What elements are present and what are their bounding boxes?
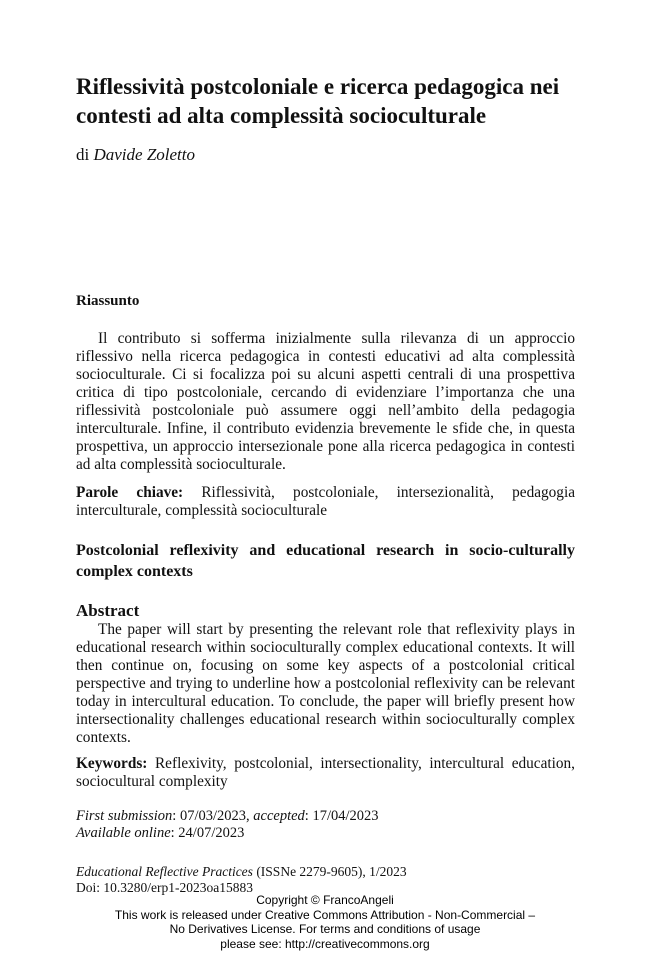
journal-issn: (ISSNe 2279-9605), 1/2023 — [252, 864, 407, 879]
journal-doi: Doi: 10.3280/erp1-2023oa15883 — [76, 880, 253, 895]
keywords-it-label: Parole chiave: — [76, 484, 184, 501]
journal-name: Educational Reflective Practices — [76, 864, 253, 879]
copyright-line: Copyright © FrancoAngeli — [256, 893, 394, 907]
author-byline — [76, 144, 195, 166]
accepted-date: : 17/04/2023 — [304, 808, 379, 824]
keywords-en-list: Reflexivity, postcolonial, intersectionality, intercultural education, sociocultural complexity — [76, 755, 575, 790]
journal-info — [76, 864, 575, 896]
first-submission-label: First submission — [76, 808, 173, 824]
abstract-heading: Abstract — [76, 601, 140, 620]
abstract-body: The paper will start by presenting the relevant role that reflexivity plays in educational research within socioculturally complex educational contexts. It will then continue on, focusing on some key aspects of a postcolonial critical perspective and trying to underline how a postcolonial reflexivity can be relevant today in intercultural education. To conclude, the paper will briefly present how intersectionality challenges educational research within socioculturally complex contexts. — [76, 621, 575, 746]
submission-dates — [76, 808, 575, 842]
keywords-en — [76, 755, 575, 791]
license-line-3: No Derivatives License. For terms and conditions of usage — [169, 922, 481, 936]
article-title: Riflessività postcoloniale e ricerca pedagogica nei contesti ad alta complessità socioculturale — [76, 74, 560, 128]
riassunto-body: Il contributo si sofferma inizialmente sulla rilevanza di un approccio riflessivo nella ricerca pedagogica in contesti educativi ad alta complessità socioculturale. Ci si focalizza poi su alcuni aspetti centrali di una prospettiva critica di tipo postcoloniale, cercando di evidenziare l’importanza che una riflessività postcoloniale può assumere oggi nell’ambito della pedagogia interculturale. Infine, il contributo evidenzia brevemente le sfide che, in questa prospettiva, un approccio intersezionale pone alla ricerca pedagogica in contesti ad alta complessità socioculturale. — [76, 330, 575, 473]
keywords-it-list: Riflessività, postcoloniale, intersezionalità, pedagogia interculturale, complessità socioculturale — [76, 484, 575, 519]
available-online-label: Available online — [76, 825, 171, 841]
accepted-label: accepted — [253, 808, 305, 824]
keywords-it — [76, 484, 575, 520]
license-line-4: please see: http://creativecommons.org — [220, 936, 430, 951]
keywords-en-label: Keywords: — [76, 755, 148, 772]
first-submission-date: : 07/03/2023, — [172, 808, 254, 824]
license-line-2: This work is released under Creative Commons Attribution - Non-Commercial – — [114, 907, 536, 922]
author-name: Davide Zoletto — [93, 145, 195, 164]
english-title: Postcolonial reflexivity and educational research in socio-culturally complex contexts — [76, 542, 575, 580]
license-notice — [0, 893, 650, 951]
riassunto-heading: Riassunto — [76, 293, 140, 309]
available-online-date: : 24/07/2023 — [170, 825, 245, 841]
by-prefix: di — [76, 145, 94, 164]
